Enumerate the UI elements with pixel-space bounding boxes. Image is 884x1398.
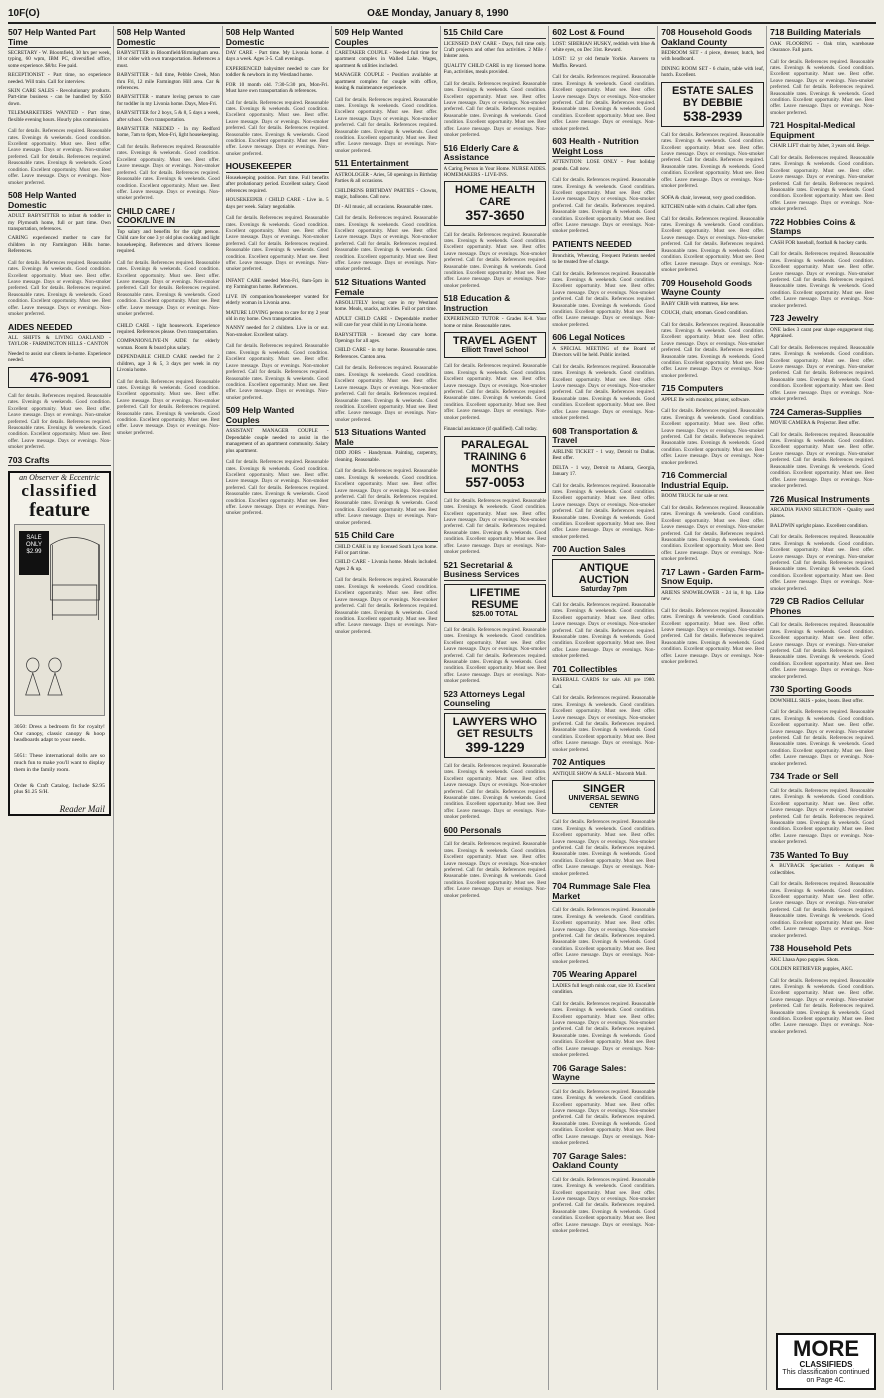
classified-section: [8, 28, 111, 186]
classified-section: [661, 471, 764, 562]
classified-ad-text: Call for details. References required. Reasonable rates. Evenings & weekends. Good condition. Excellent opportunity. Must see. Best offer. Leave message. Days or evenings. Non-smoker preferred. Call for details. References required. Reasonable rates. Evenings & weekends. Good condition. Excellent opportunity. Must see. Best offer. Leave message. Days or evenings. Non-smoker preferred.: [443, 626, 547, 685]
classified-ad: BABYSITTER - full time, Pebble Creek, Mon thru Fri, 12 mile Farmington Hill area. Car & references.: [116, 72, 220, 92]
masthead: [8, 6, 876, 24]
section-heading: 608 Transportation & Travel: [552, 427, 655, 447]
classified-ad: DEPENDABLE CHILD CARE needed for 2 children, age 3 & 5, 3 days per week in my Livonia home.: [116, 354, 220, 373]
display-ad-title: LAWYERS WHO GET RESULTS: [452, 715, 538, 740]
classified-ad: EXPERIENCED babysitter needed to care for toddler & newborn in my Westland home.: [225, 65, 329, 79]
classified-ad: MATURE LOVING person to care for my 2 year old in my home. Own transportation.: [225, 309, 329, 323]
classified-section: [770, 218, 874, 309]
classified-section: [335, 531, 438, 635]
classified-columns: [8, 26, 876, 1390]
classified-ad: DELTA - 1 way, Detroit to Atlanta, Georgia, January 17.: [552, 464, 656, 477]
classified-ad: ARCADIA PIANO SELECTION - Quality used pianos.: [770, 507, 874, 520]
classified-ad-text: Call for details. References required. Reasonable rates. Evenings & weekends. Good condition. Excellent opportunity. Must see. Best offer. Leave message. Days or evenings. Non-smoker preferred. Call for details. References required. Reasonable rates. Evenings & weekends. Good condition. Excellent opportunity. Must see. Best offer. Leave message. Days or evenings. Non-smoker preferred.: [552, 602, 656, 660]
classified-ad: LADIES full length mink coat, size 10. Excellent condition.: [552, 982, 656, 996]
feature-description: 3050: Dress a bedroom fit for royalty! Our canopy, classic canopy & hoop headboards adapt to your needs.: [14, 724, 105, 744]
more-classifieds-box: [776, 1333, 876, 1390]
classified-ad: KITCHEN table with 4 chairs. Call after 6pm.: [661, 204, 758, 211]
section-heading: 717 Lawn - Garden Farm-Snow Equip.: [661, 566, 764, 587]
classified-section: [770, 851, 874, 939]
classified-ad: BABYSITTER in Bloomfield/Birmingham area. 18 or older with own transportation. References a must.: [116, 50, 220, 69]
classified-ad-text: Call for details. References required. Reasonable rates. Evenings & weekends. Good condition. Excellent opportunity. Must see. Best offer. Leave message. Days or evenings. Non-smoker preferred. Call for details. References required. Reasonable rates. Evenings & weekends. Good condition. Excellent opportunity. Must see. Best offer. Leave message. Days or evenings. Non-smoker preferred.: [443, 231, 547, 289]
classified-ad-text: Call for details. References required. Reasonable rates. Evenings & weekends. Good condition. Excellent opportunity. Must see. Best offer. Leave message. Days or evenings. Non-smoker preferred. Call for details. References required. Reasonable rates. Evenings & weekends. Good condition. Excellent opportunity. Must see. Best offer. Leave message. Days or evenings. Non-smoker preferred.: [770, 344, 874, 402]
classified-ad-text: Call for details. References required. Reasonable rates. Evenings & weekends. Good condition. Excellent opportunity. Must see. Best offer. Leave message. Days or evenings. Non-smoker preferred. Call for details. References required. Reasonable rates. Evenings & weekends. Good condition. Excellent opportunity. Must see. Best offer. Leave message. Days or evenings. Non-smoker preferred.: [661, 408, 765, 466]
classified-ad: ASSISTANT MANAGER COUPLE - Dependable couple needed to assist in the management of an apartment community. Salary plus apartment.: [225, 428, 329, 454]
classified-ad-text: Call for details. References required. Reasonable rates. Evenings & weekends. Good condition. Excellent opportunity. Must see. Best offer. Leave message. Days or evenings. Non-smoker preferred. Call for details. References required. Reasonable rates. Evenings & weekends. Good condition. Excellent opportunity. Must see. Best offer. Leave message. Days or evenings. Non-smoker preferred.: [552, 1176, 656, 1234]
section-heading: 512 Situations Wanted Female: [335, 278, 438, 298]
classified-ad: LOST: 12 yr old female Yorkie. Answers to Muffin. Reward.: [552, 56, 656, 69]
classified-ad-text: Call for details. References required. Reasonable rates. Evenings & weekends. Good condition. Excellent opportunity. Must see. Best offer. Leave message. Days or evenings. Non-smoker preferred. Call for details. References required. Reasonable rates. Evenings & weekends. Good condition. Excellent opportunity. Must see. Best offer. Leave message. Days or evenings. Non-smoker preferred.: [334, 468, 438, 526]
classified-section: [770, 495, 874, 593]
publication-date-line: O&E Monday, January 8, 1990: [367, 7, 509, 19]
classified-ad: SECRETARY - W. Bloomfield, 30 hrs per week, typing, 60 wpm, IBM PC, diversified office, some experience. $8/hr. Fee paid.: [8, 50, 111, 69]
classified-section: [226, 28, 329, 157]
classified-ad: DOWNHILL SKIS - poles, boots. Best offer.: [770, 697, 864, 704]
classified-ad: BABYSITTER - licensed day care home. Openings for all ages.: [334, 331, 438, 345]
feature-description: 5051: These international dolls are so much fun to make you'll want to display them in the family room.: [14, 753, 105, 773]
section-heading: 602 Lost & Found: [552, 28, 655, 39]
classified-ad: BEDROOM SET - 4 piece, dresser, hutch, bed with headboard.: [661, 50, 765, 63]
section-heading: 707 Garage Sales: Oakland County: [552, 1152, 655, 1172]
display-ad-box: [444, 713, 547, 758]
classified-ad-text: Call for details. References required. Reasonable rates. Evenings & weekends. Good condition. Excellent opportunity. Must see. Best offer. Leave message. Days or evenings. Non-smoker preferred. Call for details. References required. Reasonable rates. Evenings & weekends. Good condition. Excellent opportunity. Must see. Best offer. Leave message. Days or evenings. Non-smoker preferred.: [225, 459, 329, 517]
display-ad-box: [552, 559, 655, 597]
classified-ad: ADULT BABYSITTER to infant & toddler in my Plymouth home, full or part time. Own transportation, references.: [8, 213, 111, 232]
classified-ad: BASEBALL CARDS for sale. All pre 1980. Call.: [552, 677, 656, 690]
classified-ad-text: Call for details. References required. Reasonable rates. Evenings & weekends. Good condition. Excellent opportunity. Must see. Best offer. Leave message. Days or evenings. Non-smoker preferred. Call for details. References required. Reasonable rates. Evenings & weekends. Good condition. Excellent opportunity. Must see. Best offer. Leave message. Days or evenings. Non-smoker preferred.: [661, 131, 765, 190]
classified-section: [661, 195, 764, 274]
classified-ad: FOR 10 month old. 7:30-5:30 pm, Mon-Fri. Must have own transportation & references.: [225, 81, 329, 95]
classified-ad: MOVIE CAMERA & Projector. Best offer.: [770, 420, 860, 427]
classified-ad-text: Call for details. References required. Reasonable rates. Evenings & weekends. Good condition. Excellent opportunity. Must see. Best offer. Leave message. Days or evenings. Non-smoker preferred. Call for details. References required. Reasonable rates. Evenings & weekends. Good condition. Excellent opportunity. Must see. Best offer. Leave message. Days or evenings. Non-smoker preferred.: [552, 177, 656, 235]
classified-ad-text: Call for details. References required. Reasonable rates. Evenings & weekends. Good condition. Excellent opportunity. Must see. Best offer. Leave message. Days or evenings. Non-smoker preferred. Call for details. References required. Reasonable rates. Evenings & weekends. Good condition. Excellent opportunity. Must see. Best offer. Leave message. Days or evenings. Non-smoker preferred.: [770, 534, 874, 592]
classified-ad: Bronchitis, Wheezing, Frequent Patients needed to be treated free of charge.: [552, 252, 656, 265]
classified-section: [117, 207, 220, 317]
classified-ad: CHILD CARE in my licensed South Lyon home. Full or part time.: [334, 543, 438, 557]
classified-ad-text: Call for details. References required. Reasonable rates. Evenings & weekends. Good condition. Excellent opportunity. Must see. Best offer. Leave message. Days or evenings. Non-smoker preferred. Call for details. References required. Reasonable rates. Evenings & weekends. Good condition. Excellent opportunity. Must see. Best offer. Leave message. Days or evenings. Non-smoker preferred.: [661, 504, 765, 563]
classified-ad: SOFA & chair, loveseat, very good condition.: [661, 194, 756, 201]
section-heading: 516 Elderly Care & Assistance: [444, 144, 547, 164]
section-heading: 606 Legal Notices: [552, 333, 655, 344]
classified-ad: SKIN CARE SALES - Revolutionary products. Part-time business - can be handled by $350 down.: [8, 88, 111, 107]
classified-section: [335, 159, 438, 272]
classified-ad-text: Call for details. References required. Reasonable rates. Evenings & weekends. Good condition. Excellent opportunity. Must see. Best offer. Leave message. Days or evenings. Non-smoker preferred. Call for details. References required. Reasonable rates. Evenings & weekends. Good condition. Excellent opportunity. Must see. Best offer. Leave message. Days or evenings. Non-smoker preferred.: [116, 259, 220, 317]
classified-ad: BABYSITTER - mature loving person to care for toddler in my Livonia home. Days, Mon-Fri.: [116, 94, 220, 107]
section-heading: 726 Musical Instruments: [770, 495, 874, 506]
classified-ad: DJ - All music, all occasions. Reasonable rates.: [334, 203, 433, 210]
display-ad-title: PARALEGAL TRAINING 6 MONTHS: [461, 438, 529, 475]
display-ad-subtitle: Elliott Travel School: [461, 347, 529, 355]
classified-ad: MANAGER COUPLE - Position available at apartment complex for couple with office, leasing & maintenance experience.: [334, 72, 438, 92]
classified-ad-text: Call for details. References required. Reasonable rates. Evenings & weekends. Good condition. Excellent opportunity. Must see. Best offer. Leave message. Days or evenings. Non-smoker preferred. Call for details. References required. Reasonable rates. Evenings & weekends. Good condition. Excellent opportunity. Must see. Best offer. Leave message. Days or evenings. Non-smoker preferred.: [770, 431, 874, 489]
classified-ad-text: Call for details. References required. Reasonable rates. Evenings & weekends. Good condition. Excellent opportunity. Must see. Best offer. Leave message. Days or evenings. Non-smoker preferred. Call for details. References required. Reasonable rates. Evenings & weekends. Good condition. Excellent opportunity. Must see. Best offer. Leave message. Days or evenings. Non-smoker preferred.: [552, 1088, 656, 1146]
classified-section: [770, 597, 874, 680]
classified-ad-text: Call for details. References required. Reasonable rates. Evenings & weekends. Good condition. Excellent opportunity. Must see. Best offer. Leave message. Days or evenings. Non-smoker preferred. Call for details. References required. Reasonable rates. Evenings & weekends. Good condition. Excellent opportunity. Must see. Best offer. Leave message. Days or evenings. Non-smoker preferred.: [770, 622, 874, 680]
classified-ad-text: Call for details. References required. Reasonable rates. Evenings & weekends. Good condition. Excellent opportunity. Must see. Best offer. Leave message. Days or evenings. Non-smoker preferred. Call for details. References required. Reasonable rates. Evenings & weekends. Good condition. Excellent opportunity. Must see. Best offer. Leave message. Days or evenings. Non-smoker preferred.: [661, 215, 765, 273]
classified-ad: CHILD CARE - light housework. Experience required. References please. Own transportation.: [116, 322, 220, 335]
classified-ad: LOST: SIBERIAN HUSKY, reddish with blue & white eyes, on Dec 31st. Reward.: [552, 40, 656, 53]
section-heading: HOUSEKEEPER: [226, 162, 329, 173]
section-heading: 721 Hospital-Medical Equipment: [770, 121, 874, 141]
classified-ad: HOUSEKEEPER / CHILD CARE - Live in. 5 days per week. Salary negotiable.: [225, 197, 329, 210]
more-label: MORE: [793, 1336, 859, 1361]
classified-section: [226, 162, 329, 272]
classified-ad: GOLDEN RETRIEVER puppies, AKC.: [770, 966, 854, 972]
section-heading: 521 Secretarial & Business Services: [444, 561, 547, 581]
classified-section: [770, 685, 874, 767]
section-heading: 729 CB Radios Cellular Phones: [770, 597, 874, 617]
classified-section: [552, 665, 655, 753]
page-number: 10F(O): [8, 7, 40, 19]
classified-section: [444, 426, 547, 555]
classified-ad-text: Call for details. References required. Reasonable rates. Evenings & weekends. Good condition. Excellent opportunity. Must see. Best offer. Leave message. Days or evenings. Non-smoker preferred. Call for details. References required. Reasonable rates. Evenings & weekends. Good condition. Excellent opportunity. Must see. Best offer. Leave message. Days or evenings. Non-smoker preferred.: [661, 321, 765, 379]
classified-ad-text: Call for details. References required. Reasonable rates. Evenings & weekends. Good condition. Excellent opportunity. Must see. Best offer. Leave message. Days or evenings. Non-smoker preferred. Call for details. References required. Reasonable rates. Evenings & weekends. Good condition. Excellent opportunity. Must see. Best offer. Leave message. Days or evenings. Non-smoker preferred.: [443, 762, 547, 821]
classified-section: [770, 772, 874, 845]
classified-ad: CHILD CARE - in my home. Reasonable rates. References. Canton area.: [334, 347, 438, 360]
classified-ad: BABYSITTER NEEDED - In my Redford home, 7am to 6pm, Mon-Fri, light housekeeping.: [116, 126, 220, 139]
classified-ad: LICENSED DAY CARE - Days, full time only. Craft projects and other fun activities. 2 Mile / Inkster area.: [443, 40, 547, 60]
classified-ad: CHILD CARE - Livonia home. Meals included. Ages 2 & up.: [334, 559, 438, 572]
classified-feature-box: [8, 471, 111, 815]
column-7: [661, 26, 767, 1390]
classified-ad: COMPANION/LIVE-IN AIDE for elderly woman. Room & board plus salary.: [116, 338, 220, 351]
section-heading: 708 Household Goods Oakland County: [661, 28, 764, 48]
display-ad-title: HOME HEALTH CARE: [455, 184, 535, 209]
classified-ad-text: Call for details. References required. Reasonable rates. Evenings & weekends. Good condition. Excellent opportunity. Must see. Best offer. Leave message. Days or evenings. Non-smoker preferred. Call for details. References required. Reasonable rates. Evenings & weekends. Good condition. Excellent opportunity. Must see. Best offer. Leave message. Days or evenings. Non-smoker preferred.: [443, 80, 547, 138]
display-ad-phone: 357-3650: [465, 207, 525, 224]
classified-section: [226, 278, 329, 401]
display-ad-box: [444, 584, 547, 622]
display-ad-box: [444, 181, 547, 226]
classified-ad-text: Call for details. References required. Reasonable rates. Evenings & weekends. Good condition. Excellent opportunity. Must see. Best offer. Leave message. Days or evenings. Non-smoker preferred. Call for details. References required. Reasonable rates. Evenings & weekends. Good condition. Excellent opportunity. Must see. Best offer. Leave message. Days or evenings. Non-smoker preferred.: [552, 74, 656, 132]
classified-ad-text: Call for details. References required. Reasonable rates. Evenings & weekends. Good condition. Excellent opportunity. Must see. Best offer. Leave message. Days or evenings. Non-smoker preferred. Call for details. References required. Reasonable rates. Evenings & weekends. Good condition. Excellent opportunity. Must see. Best offer. Leave message. Days or evenings. Non-smoker preferred.: [334, 215, 438, 273]
section-heading: 509 Help Wanted Couples: [226, 406, 329, 426]
classified-section: [8, 191, 111, 317]
classified-ad-text: Call for details. References required. Reasonable rates. Evenings & weekends. Good condition. Excellent opportunity. Must see. Best offer. Leave message. Days or evenings. Non-smoker preferred. Call for details. References required. Reasonable rates. Evenings & weekends. Good condition. Excellent opportunity. Must see. Best offer. Leave message. Days or evenings. Non-smoker preferred.: [770, 709, 874, 767]
section-heading: 715 Computers: [661, 384, 764, 395]
section-heading: 600 Personals: [444, 826, 547, 837]
classified-section: [552, 882, 655, 965]
continued-note: This classification continued on Page 4C.: [782, 1369, 870, 1384]
classified-ad-text: Call for details. References required. Reasonable rates. Evenings & weekends. Good condition. Excellent opportunity. Must see. Best offer. Leave message. Days or evenings. Non-smoker preferred. Call for details. References required. Reasonable rates. Evenings & weekends. Good condition. Excellent opportunity. Must see. Best offer. Leave message. Days or evenings. Non-smoker preferred.: [552, 907, 656, 965]
classified-section: [552, 758, 655, 877]
section-heading: 709 Household Goods Wayne County: [661, 279, 764, 299]
classified-ad: Housekeeping position. Part time. Full benefits after probationary period. Excellent salary. Good references required.: [225, 174, 329, 194]
classified-ad: ARIENS SNOWBLOWER - 24 in, 8 hp. Like new.: [661, 589, 765, 603]
classified-section: [552, 1152, 655, 1235]
display-ad-title: LIFETIME RESUME: [469, 586, 520, 611]
section-heading: CHILD CARE / COOK/LIVE IN: [117, 207, 220, 227]
section-heading: 701 Collectibles: [552, 665, 655, 676]
display-ad-phone: 476-9091: [29, 368, 90, 385]
classified-ad-text: Call for details. References required. Reasonable rates. Evenings & weekends. Good condition. Excellent opportunity. Must see. Best offer. Leave message. Days or evenings. Non-smoker preferred. Call for details. References required. Reasonable rates. Evenings & weekends. Good condition. Excellent opportunity. Must see. Best offer. Leave message. Days or evenings. Non-smoker preferred.: [552, 1000, 656, 1058]
classified-ad: ALL SHIFTS & LIVING OAKLAND - TAYLOR - FARMINGTON HILLS - CANTON: [8, 335, 111, 348]
classified-ad-text: Call for details. References required. Reasonable rates. Evenings & weekends. Good condition. Excellent opportunity. Must see. Best offer. Leave message. Days or evenings. Non-smoker preferred. Call for details. References required. Reasonable rates. Evenings & weekends. Good condition. Excellent opportunity. Must see. Best offer. Leave message. Days or evenings. Non-smoker preferred.: [443, 841, 547, 899]
classified-ad-text: Call for details. References required. Reasonable rates. Evenings & weekends. Good condition. Excellent opportunity. Must see. Best offer. Leave message. Days or evenings. Non-smoker preferred. Call for details. References required. Reasonable rates. Evenings & weekends. Good condition. Excellent opportunity. Must see. Best offer. Leave message. Days or evenings. Non-smoker preferred.: [552, 695, 656, 753]
classified-ad-text: Call for details. References required. Reasonable rates. Evenings & weekends. Good condition. Excellent opportunity. Must see. Best offer. Leave message. Days or evenings. Non-smoker preferred. Call for details. References required. Reasonable rates. Evenings & weekends. Good condition. Excellent opportunity. Must see. Best offer. Leave message. Days or evenings. Non-smoker preferred.: [334, 96, 438, 154]
feature-title-classified: classified: [21, 481, 98, 501]
classified-ad: CARING experienced mother to care for children in my Farmington Hills home. References.: [8, 235, 111, 255]
classified-ad: NANNY needed for 2 children. Live in or out. Non-smoker. Excellent salary.: [225, 325, 329, 338]
column-6: [552, 26, 658, 1390]
classified-ad: OAK FLOORING - Oak trim, warehouse clearance. Fall parts.: [770, 40, 874, 53]
classified-section: [444, 561, 547, 685]
classified-ad: ASTROLOGER - Aries, 50 openings in Birthday Parties & all occasions.: [334, 171, 438, 185]
section-heading: 735 Wanted To Buy: [770, 851, 874, 862]
classified-section: [552, 28, 655, 132]
classified-ad-text: Call for details. References required. Reasonable rates. Evenings & weekends. Good condition. Excellent opportunity. Must see. Best offer. Leave message. Days or evenings. Non-smoker preferred. Call for details. References required. Reasonable rates. Evenings & weekends. Good condition. Excellent opportunity. Must see. Best offer. Leave message. Days or evenings. Non-smoker preferred.: [443, 363, 547, 421]
classified-section: [444, 826, 547, 899]
display-ad-box: [552, 780, 655, 814]
section-heading: 508 Help Wanted Domestic: [226, 28, 329, 48]
classified-ad: BABY CRIB with mattress, like new.: [661, 300, 740, 307]
section-heading: 513 Situations Wanted Male: [335, 428, 438, 448]
sale-price-tag: SALE ONLY $2.99: [19, 531, 49, 575]
section-heading: 518 Education & Instruction: [444, 294, 547, 314]
section-heading: 716 Commercial Industrial Equip.: [661, 471, 764, 491]
classified-section: [8, 456, 111, 467]
section-heading: 706 Garage Sales: Wayne: [552, 1064, 655, 1084]
reader-mail-logo: Reader Mail: [59, 803, 105, 814]
classified-ad: ADULT CHILD CARE - Dependable mother will care for your child in my Livonia home.: [334, 315, 438, 329]
column-3: [226, 26, 332, 1390]
section-heading: 523 Attorneys Legal Counseling: [444, 690, 547, 710]
classified-ad-text: Call for details. References required. Reasonable rates. Evenings & weekends. Good condition. Excellent opportunity. Must see. Best offer. Leave message. Days or evenings. Non-smoker preferred. Call for details. References required. Reasonable rates. Evenings & weekends. Good condition. Excellent opportunity. Must see. Best offer. Leave message. Days or evenings. Non-smoker preferred.: [552, 270, 656, 328]
classified-ad: Needed to assist our clients in-home. Experience needed.: [8, 350, 111, 364]
section-heading: 700 Auction Sales: [552, 545, 655, 556]
classified-ad: ONE ladies 3 carat pear shape engagement ring. Appraised.: [770, 326, 874, 340]
display-ad-title: ANTIQUE AUCTION: [578, 561, 629, 586]
classified-ad: CHILDRENS BIRTHDAY PARTIES - Clowns, magic, balloons. Call now.: [334, 187, 438, 201]
display-ad-box: [444, 332, 547, 358]
classified-section: [552, 137, 655, 235]
classified-ad: AKC Lhasa Apso puppies. Shots.: [770, 956, 840, 963]
classified-ad-text: Call for details. References required. Reasonable rates. Evenings & weekends. Good condition. Excellent opportunity. Must see. Best offer. Leave message. Days or evenings. Non-smoker preferred. Call for details. References required. Reasonable rates. Evenings & weekends. Good condition. Excellent opportunity. Must see. Best offer. Leave message. Days or evenings. Non-smoker preferred.: [770, 58, 874, 116]
section-heading: 603 Health - Nutrition Weight Loss: [552, 137, 655, 157]
classified-ad-text: Call for details. References required. Reasonable rates. Evenings & weekends. Good condition. Excellent opportunity. Must see. Best offer. Leave message. Days or evenings. Non-smoker preferred. Call for details. References required. Reasonable rates. Evenings & weekends. Good condition. Excellent opportunity. Must see. Best offer. Leave message. Days or evenings. Non-smoker preferred.: [8, 392, 111, 451]
classified-ad: CHAIR LIFT chair by Jubet, 3 years old. Beige.: [770, 143, 871, 150]
classified-ad-text: Call for details. References required. Reasonable rates. Evenings & weekends. Good condition. Excellent opportunity. Must see. Best offer. Leave message. Days or evenings. Non-smoker preferred. Call for details. References required. Reasonable rates. Evenings & weekends. Good condition. Excellent opportunity. Must see. Best offer. Leave message. Days or evenings. Non-smoker preferred.: [8, 128, 111, 186]
classified-section: [661, 279, 764, 380]
classified-ad: CASH FOR baseball, football & hockey cards.: [770, 239, 868, 246]
display-ad-box: [8, 367, 111, 388]
classified-section: [552, 970, 655, 1058]
classified-ad: CARETAKER COUPLE - Needed full time for apartment complex in Walled Lake. Wages, apartment & utilities included.: [334, 50, 438, 69]
display-ad-phone: 399-1229: [465, 738, 525, 755]
classified-ad-text: Call for details. References required. Reasonable rates. Evenings & weekends. Good condition. Excellent opportunity. Must see. Best offer. Leave message. Days or evenings. Non-smoker preferred. Call for details. References required. Reasonable rates. Evenings & weekends. Good condition. Excellent opportunity. Must see. Best offer. Leave message. Days or evenings. Non-smoker preferred.: [8, 259, 111, 317]
classified-section: [552, 333, 655, 421]
display-ad-subtitle: Saturday 7pm: [580, 585, 627, 593]
classified-ad-text: Call for details. References required. Reasonable rates. Evenings & weekends. Good condition. Excellent opportunity. Must see. Best offer. Leave message. Days or evenings. Non-smoker preferred. Call for details. References required. Reasonable rates. Evenings & weekends. Good condition. Excellent opportunity. Must see. Best offer. Leave message. Days or evenings. Non-smoker preferred.: [770, 881, 874, 939]
classified-ad: COUCH, chair, ottoman. Good condition.: [661, 309, 749, 316]
classified-ad: ANTIQUE SHOW & SALE - Macomb Mall.: [552, 770, 647, 777]
column-1: [8, 26, 114, 1390]
section-heading: PATIENTS NEEDED: [552, 240, 655, 251]
classified-ad: QUALITY CHILD CARE in my licensed home. Fun, activities, meals provided.: [443, 62, 547, 76]
classified-ad-text: Call for details. References required. Reasonable rates. Evenings & weekends. Good condition. Excellent opportunity. Must see. Best offer. Leave message. Days or evenings. Non-smoker preferred. Call for details. References required. Reasonable rates. Evenings & weekends. Good condition. Excellent opportunity. Must see. Best offer. Leave message. Days or evenings. Non-smoker preferred.: [661, 607, 765, 665]
feature-title-feature: feature: [29, 499, 90, 522]
classified-section: [661, 568, 764, 666]
classified-ad: BALDWIN upright piano. Excellent condition.: [770, 522, 869, 529]
classified-ad: ABSOLUTELY loving care in my Westland home. Meals, snacks, activities. Full or part time.: [334, 300, 438, 313]
canopy-bed-illustration: [15, 525, 104, 715]
display-ad-phone: 538-2939: [683, 107, 743, 124]
classified-ad: A BUYBACK Specialists - Antiques & collectibles.: [770, 863, 874, 876]
classified-section: [552, 240, 655, 328]
classified-ad-text: Call for details. References required. Reasonable rates. Evenings & weekends. Good condition. Excellent opportunity. Must see. Best offer. Leave message. Days or evenings. Non-smoker preferred. Call for details. References required. Reasonable rates. Evenings & weekends. Good condition. Excellent opportunity. Must see. Best offer. Leave message. Days or evenings. Non-smoker preferred.: [770, 787, 874, 846]
classified-ad-text: Call for details. References required. Reasonable rates. Evenings & weekends. Good condition. Excellent opportunity. Must see. Best offer. Leave message. Days or evenings. Non-smoker preferred. Call for details. References required. Reasonable rates. Evenings & weekends. Good condition. Excellent opportunity. Must see. Best offer. Leave message. Days or evenings. Non-smoker preferred.: [225, 343, 329, 401]
classified-ad: APPLE IIe with monitor, printer, software.: [661, 396, 751, 403]
classified-section: [117, 323, 220, 437]
classified-ad: A SPECIAL MEETING of the Board of Directors will be held. Public invited.: [552, 345, 656, 359]
column-8: [770, 26, 876, 1390]
classified-ad: A Caring Person in Your Home. NURSE AIDES. HOMEMAKERS - LIVE-INS.: [443, 165, 547, 178]
section-heading: 508 Help Wanted Domestic: [8, 191, 111, 211]
classified-section: [770, 408, 874, 490]
classified-ad-text: Call for details. References required. Reasonable rates. Evenings & weekends. Good condition. Excellent opportunity. Must see. Best offer. Leave message. Days or evenings. Non-smoker preferred. Call for details. References required. Reasonable rates. Evenings & weekends. Good condition. Excellent opportunity. Must see. Best offer. Leave message. Days or evenings. Non-smoker preferred.: [116, 144, 220, 202]
classified-section: [117, 28, 220, 202]
display-ad-title: SINGER: [582, 783, 625, 796]
classified-ad: Financial assistance (if qualified). Call today.: [443, 426, 538, 433]
section-heading: AIDES NEEDED: [8, 323, 111, 334]
classified-section: [226, 406, 329, 516]
classified-ad: ODD JOBS - Handyman. Painting, carpentry, cleaning. Reasonable.: [334, 450, 438, 463]
classified-section: [335, 278, 438, 423]
feature-order-info: Order & Craft Catalog. Include $2.95 plus $1.25 S/H.: [14, 782, 105, 796]
section-heading: 515 Child Care: [444, 28, 547, 39]
section-heading: 507 Help Wanted Part Time: [8, 28, 111, 48]
classified-section: [552, 545, 655, 659]
classified-ad-text: Call for details. References required. Reasonable rates. Evenings & weekends. Good condition. Excellent opportunity. Must see. Best offer. Leave message. Days or evenings. Non-smoker preferred. Call for details. References required. Reasonable rates. Evenings & weekends. Good condition. Excellent opportunity. Must see. Best offer. Leave message. Days or evenings. Non-smoker preferred.: [770, 154, 874, 213]
classified-ad: BOOM TRUCK for sale or rent.: [661, 493, 729, 500]
classified-ad-text: Call for details. References required. Reasonable rates. Evenings & weekends. Good condition. Excellent opportunity. Must see. Best offer. Leave message. Days or evenings. Non-smoker preferred. Call for details. References required. Reasonable rates. Evenings & weekends. Good condition. Excellent opportunity. Must see. Best offer. Leave message. Days or evenings. Non-smoker preferred.: [225, 99, 329, 157]
classified-section: [770, 314, 874, 402]
section-heading: 508 Help Wanted Domestic: [117, 28, 220, 48]
classified-section: [770, 28, 874, 116]
classified-section: [661, 384, 764, 466]
classified-section: [444, 144, 547, 290]
section-heading: 515 Child Care: [335, 531, 438, 542]
section-heading: 738 Household Pets: [770, 944, 874, 955]
classified-section: [552, 1064, 655, 1147]
classified-ad-text: Call for details. References required. Reasonable rates. Evenings & weekends. Good condition. Excellent opportunity. Must see. Best offer. Leave message. Days or evenings. Non-smoker preferred. Call for details. References required. Reasonable rates. Evenings & weekends. Good condition. Excellent opportunity. Must see. Best offer. Leave message. Days or evenings. Non-smoker preferred.: [334, 365, 438, 423]
classified-section: [552, 427, 655, 540]
classified-ad-text: Call for details. References required. Reasonable rates. Evenings & weekends. Good condition. Excellent opportunity. Must see. Best offer. Leave message. Days or evenings. Non-smoker preferred. Call for details. References required. Reasonable rates. Evenings & weekends. Good condition. Excellent opportunity. Must see. Best offer. Leave message. Days or evenings. Non-smoker preferred.: [552, 819, 656, 877]
classified-ad: EXPERIENCED TUTOR - Grades K-8. Your home or mine. Reasonable rates.: [443, 316, 547, 329]
section-heading: 702 Antiques: [552, 758, 655, 769]
classified-ad: AIRLINE TICKET - 1 way, Detroit to Dallas. Best offer.: [552, 448, 656, 462]
classified-ad-text: Call for details. References required. Reasonable rates. Evenings & weekends. Good condition. Excellent opportunity. Must see. Best offer. Leave message. Days or evenings. Non-smoker preferred. Call for details. References required. Reasonable rates. Evenings & weekends. Good condition. Excellent opportunity. Must see. Best offer. Leave message. Days or evenings. Non-smoker preferred.: [443, 497, 547, 556]
classified-ad: LIVE IN companion/housekeeper wanted for elderly woman in Livonia area.: [225, 293, 329, 307]
display-ad-title: TRAVEL AGENT: [452, 335, 537, 348]
display-ad-box: [661, 82, 764, 127]
display-ad-subtitle: UNIVERSAL SEWING CENTER: [568, 795, 640, 811]
classified-ad: TELEMARKETERS WANTED - Part time, flexible evening hours. Hourly plus commission.: [8, 110, 111, 123]
display-ad-phone: 557-0053: [465, 473, 525, 490]
display-ad-box: [444, 436, 547, 493]
column-4: [335, 26, 441, 1390]
display-ad-subtitle: $25.00 TOTAL: [471, 610, 518, 618]
classified-ad: DINING ROOM SET - 6 chairs, table with leaf, hutch. Excellent.: [661, 65, 765, 79]
section-heading: 705 Wearing Apparel: [552, 970, 655, 981]
classified-section: [335, 428, 438, 526]
column-2: [117, 26, 223, 1390]
section-heading: 509 Help Wanted Couples: [335, 28, 438, 48]
classified-section: [770, 121, 874, 212]
classified-ad: RECEPTIONIST - Part time, no experience needed. Will train. Call for interview.: [8, 72, 111, 85]
classified-ad: Top salary and benefits for the right person. Child care for one 3 yr old plus cooking and light housekeeping. References and drivers license required.: [116, 228, 220, 255]
classified-section: [444, 294, 547, 421]
classified-section: [8, 323, 111, 451]
classified-ad: ATTENTION: LOSE ONLY - Post holiday pounds. Call now.: [552, 159, 656, 172]
section-heading: 724 Cameras-Supplies: [770, 408, 874, 419]
classified-ad: INFANT CARE needed Mon-Fri, 8am-5pm in my Farmington home. References.: [225, 278, 329, 291]
classified-ad-text: Call for details. References required. Reasonable rates. Evenings & weekends. Good condition. Excellent opportunity. Must see. Best offer. Leave message. Days or evenings. Non-smoker preferred. Call for details. References required. Reasonable rates. Evenings & weekends. Good condition. Excellent opportunity. Must see. Best offer. Leave message. Days or evenings. Non-smoker preferred.: [770, 251, 874, 309]
section-heading: 723 Jewelry: [770, 314, 874, 325]
classified-ad: BABYSITTER for 2 boys, 5 & 8, 5 days a week, after school. Own transportation.: [116, 110, 220, 123]
classifieds-label: CLASSIFIEDS: [799, 1360, 853, 1369]
section-heading: 722 Hobbies Coins & Stamps: [770, 218, 874, 238]
classified-ad-text: Call for details. References required. Reasonable rates. Evenings & weekends. Good condition. Excellent opportunity. Must see. Best offer. Leave message. Days or evenings. Non-smoker preferred. Call for details. References required. Reasonable rates. Evenings & weekends. Good condition. Excellent opportunity. Must see. Best offer. Leave message. Days or evenings. Non-smoker preferred.: [552, 482, 656, 540]
section-heading: 718 Building Materials: [770, 28, 874, 39]
section-heading: 511 Entertainment: [335, 159, 438, 170]
feature-header: an Observer & Eccentric: [19, 473, 100, 483]
classified-section: [444, 28, 547, 138]
classified-section: [661, 28, 764, 189]
classified-section: [444, 690, 547, 821]
classified-ad-text: Call for details. References required. Reasonable rates. Evenings & weekends. Good condition. Excellent opportunity. Must see. Best offer. Leave message. Days or evenings. Non-smoker preferred. Call for details. References required. Reasonable rates. Evenings & weekends. Good condition. Excellent opportunity. Must see. Best offer. Leave message. Days or evenings. Non-smoker preferred.: [770, 977, 874, 1035]
column-5: [444, 26, 550, 1390]
display-ad-title: ESTATE SALES BY DEBBIE: [671, 84, 754, 109]
section-heading: 703 Crafts: [8, 456, 111, 467]
classified-section: [770, 944, 874, 1035]
classified-ad: DAY CARE - Part time. My Livonia home. 4 days a week. Ages 3-5. Call evenings.: [225, 50, 329, 63]
classified-section: [335, 28, 438, 154]
section-heading: 730 Sporting Goods: [770, 685, 874, 696]
section-heading: 704 Rummage Sale Flea Market: [552, 882, 655, 902]
classified-ad-text: Call for details. References required. Reasonable rates. Evenings & weekends. Good condition. Excellent opportunity. Must see. Best offer. Leave message. Days or evenings. Non-smoker preferred. Call for details. References required. Reasonable rates. Evenings & weekends. Good condition. Excellent opportunity. Must see. Best offer. Leave message. Days or evenings. Non-smoker preferred.: [116, 378, 220, 436]
feature-illustration: [14, 524, 105, 716]
classified-ad-text: Call for details. References required. Reasonable rates. Evenings & weekends. Good condition. Excellent opportunity. Must see. Best offer. Leave message. Days or evenings. Non-smoker preferred. Call for details. References required. Reasonable rates. Evenings & weekends. Good condition. Excellent opportunity. Must see. Best offer. Leave message. Days or evenings. Non-smoker preferred.: [552, 363, 656, 422]
classified-ad-text: Call for details. References required. Reasonable rates. Evenings & weekends. Good condition. Excellent opportunity. Must see. Best offer. Leave message. Days or evenings. Non-smoker preferred. Call for details. References required. Reasonable rates. Evenings & weekends. Good condition. Excellent opportunity. Must see. Best offer. Leave message. Days or evenings. Non-smoker preferred.: [225, 215, 329, 273]
classified-ad-text: Call for details. References required. Reasonable rates. Evenings & weekends. Good condition. Excellent opportunity. Must see. Best offer. Leave message. Days or evenings. Non-smoker preferred. Call for details. References required. Reasonable rates. Evenings & weekends. Good condition. Excellent opportunity. Must see. Best offer. Leave message. Days or evenings. Non-smoker preferred.: [334, 577, 438, 635]
section-heading: 734 Trade or Sell: [770, 772, 874, 783]
